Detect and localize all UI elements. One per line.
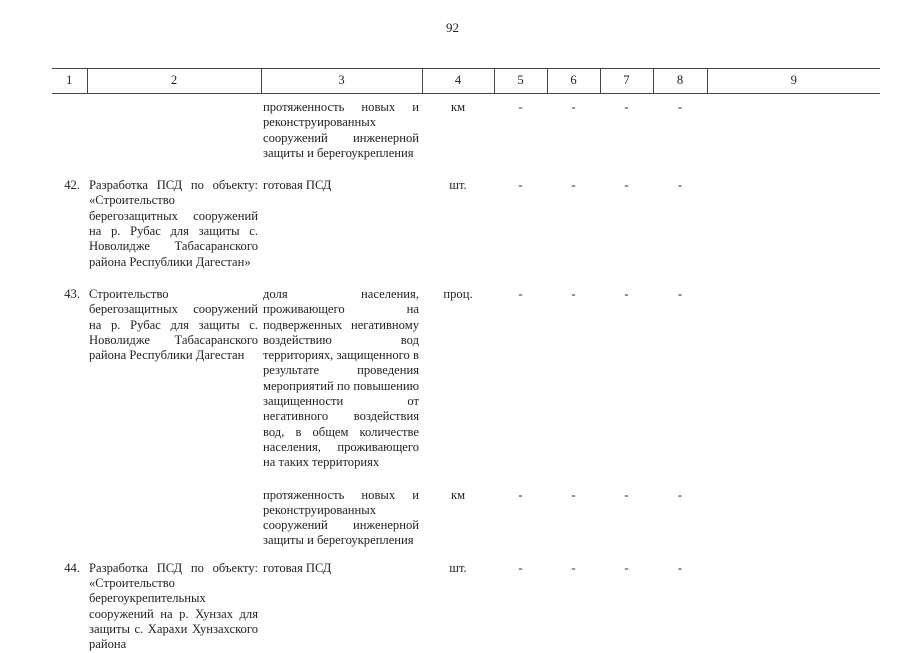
row-value: - — [518, 286, 523, 301]
row-value — [707, 561, 880, 653]
table-row — [52, 287, 880, 488]
row-value: - — [571, 487, 576, 502]
column-header: 4 — [422, 69, 494, 94]
column-header: 9 — [707, 69, 880, 94]
table-row — [52, 488, 880, 561]
row-value: - — [677, 560, 683, 575]
row-value: - — [624, 178, 629, 193]
row-name: Разработка ПСД по объекту: «Строительство берегоукрепительных сооружений на р. Хунзах для защиты с. Харахи Хунзахского района — [89, 560, 258, 652]
row-value: - — [518, 560, 523, 575]
row-indicator: протяженность новых и реконструированных сооружений инженерной защиты и берегоукрепления — [263, 487, 419, 548]
row-value: - — [571, 100, 576, 114]
row-indicator: готовая ПСД — [263, 178, 332, 193]
row-value: - — [571, 286, 576, 301]
column-header: 8 — [653, 69, 707, 94]
row-unit: шт. — [449, 178, 467, 193]
column-header: 5 — [494, 69, 547, 94]
row-value: - — [677, 178, 683, 193]
row-value — [707, 178, 880, 287]
row-number — [52, 488, 87, 561]
row-value: - — [571, 560, 576, 575]
column-header: 3 — [261, 69, 422, 94]
row-unit: км — [450, 487, 466, 502]
row-name — [87, 488, 261, 561]
row-number: 43. — [64, 286, 80, 301]
row-indicator: протяженность новых и реконструированных сооружений инженерной защиты и берегоукрепления — [263, 100, 419, 160]
row-unit: шт. — [449, 560, 467, 575]
row-indicator: готовая ПСД — [263, 560, 332, 575]
row-value: - — [571, 178, 576, 193]
row-value: - — [677, 286, 683, 301]
page-number: 92 — [446, 20, 459, 35]
row-value: - — [624, 560, 629, 575]
row-name: Разработка ПСД по объекту: «Строительство берегозащитных сооружений на р. Рубас для защиты с. Новолидже Табасаранского района Республики Дагестан» — [89, 178, 258, 269]
row-number: 42. — [64, 178, 80, 193]
row-unit: проц. — [443, 286, 473, 301]
column-header: 1 — [52, 69, 87, 94]
row-number — [52, 94, 87, 179]
table-header-row — [52, 69, 880, 94]
column-header: 6 — [547, 69, 600, 94]
row-value — [707, 488, 880, 561]
row-value: - — [518, 100, 523, 114]
column-header: 7 — [600, 69, 653, 94]
row-unit: км — [450, 100, 466, 114]
row-value: - — [624, 286, 629, 301]
row-value: - — [677, 487, 683, 502]
row-value — [707, 94, 880, 179]
row-name: Строительство берегозащитных сооружений на р. Рубас для защиты с. Новолидже Табасаранского района Республики Дагестан — [89, 286, 258, 363]
column-header: 2 — [87, 69, 261, 94]
data-table — [52, 68, 880, 653]
row-value: - — [518, 487, 523, 502]
row-value: - — [624, 100, 629, 114]
table-row — [52, 94, 880, 179]
row-number: 44. — [64, 560, 80, 575]
table-row — [52, 178, 880, 287]
table-row — [52, 561, 880, 653]
row-value: - — [624, 487, 629, 502]
row-value: - — [677, 100, 683, 114]
row-name — [87, 94, 261, 179]
row-indicator: доля населения, проживающего на подверженных негативному воздействию вод территориях, защищенного в результате проведения мероприятий по повышению защищенности от негативного воздействия вод, в общем количестве населения, проживающего на таких территориях — [263, 286, 419, 470]
row-value: - — [518, 178, 523, 193]
row-value — [707, 287, 880, 488]
